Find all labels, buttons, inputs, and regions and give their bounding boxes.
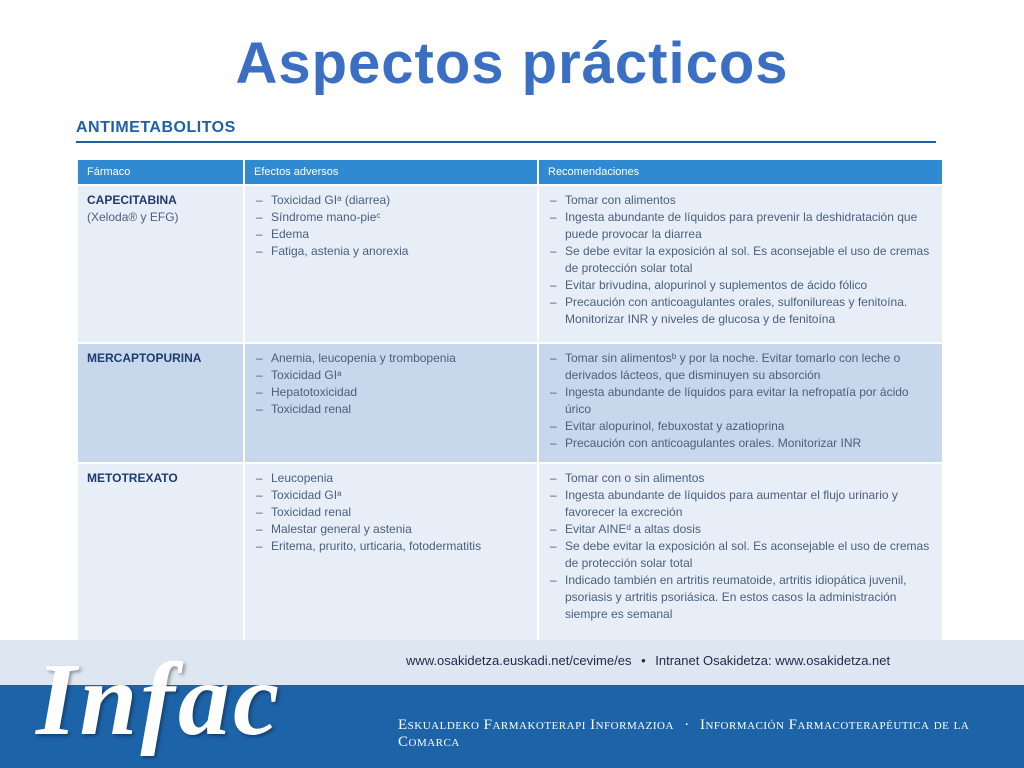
effect-item: – Leucopenia xyxy=(254,470,528,487)
intranet-link[interactable]: Intranet Osakidetza: www.osakidetza.net xyxy=(655,653,891,668)
effects-cell xyxy=(245,464,537,642)
drug-name: CAPECITABINA xyxy=(87,193,177,207)
section-divider xyxy=(76,141,936,143)
subtitle-separator: · xyxy=(684,717,690,733)
link-separator: • xyxy=(641,653,646,668)
effect-item: – Edema xyxy=(254,226,528,243)
effects-cell xyxy=(245,344,537,462)
header-recomendaciones: Recomendaciones xyxy=(539,160,942,184)
recommendation-item: – Indicado también en artritis reumatoide, artritis idiopática juvenil, psoriasis y artritis psoriásica. En estos casos la administración siempre es semanal xyxy=(548,572,933,623)
effect-item: – Eritema, prurito, urticaria, fotodermatitis xyxy=(254,538,528,555)
antimetabolites-table xyxy=(76,158,944,644)
effects-cell xyxy=(245,186,537,342)
slide-title: Aspectos prácticos xyxy=(235,31,789,96)
recommendation-item: – Evitar alopurinol, febuxostat y azatioprina xyxy=(548,418,933,435)
effect-item: – Toxicidad GIᵃ xyxy=(254,487,528,504)
effect-item: – Malestar general y astenia xyxy=(254,521,528,538)
cevime-link[interactable]: www.osakidetza.euskadi.net/cevime/es xyxy=(406,653,632,668)
drug-cell xyxy=(78,186,243,342)
footer-links xyxy=(406,653,890,668)
recommendation-item: – Ingesta abundante de líquidos para prevenir la deshidratación que puede provocar la diarrea xyxy=(548,209,933,243)
table-row xyxy=(78,464,942,642)
header-efectos: Efectos adversos xyxy=(245,160,537,184)
recommendations-cell xyxy=(539,186,942,342)
recommendation-item: – Evitar brivudina, alopurinol y suplementos de ácido fólico xyxy=(548,277,933,294)
recommendation-item: – Tomar con alimentos xyxy=(548,192,933,209)
header-farmaco: Fármaco xyxy=(78,160,243,184)
recommendation-item: – Ingesta abundante de líquidos para aumentar el flujo urinario y favorecer la excreción xyxy=(548,487,933,521)
recommendations-cell xyxy=(539,344,942,462)
effect-item: – Anemia, leucopenia y trombopenia xyxy=(254,350,528,367)
footer-subtitle xyxy=(398,717,1024,751)
recommendation-item: – Se debe evitar la exposición al sol. Es aconsejable el uso de cremas de protección solar total xyxy=(548,538,933,572)
effect-item: – Toxicidad renal xyxy=(254,504,528,521)
table-row xyxy=(78,344,942,462)
subtitle-spanish: Información Farmacoterapéutica de la Comarca xyxy=(398,717,970,750)
recommendation-item: – Ingesta abundante de líquidos para evitar la nefropatía por ácido úrico xyxy=(548,384,933,418)
recommendation-item: – Precaución con anticoagulantes orales, sulfonilureas y fenitoína. Monitorizar INR y niveles de glucosa y de fenitoína xyxy=(548,294,933,328)
table-header-row xyxy=(78,160,942,184)
table-row xyxy=(78,186,942,342)
recommendation-item: – Evitar AINEᵈ a altas dosis xyxy=(548,521,933,538)
recommendation-item: – Se debe evitar la exposición al sol. Es aconsejable el uso de cremas de protección solar total xyxy=(548,243,933,277)
drug-cell xyxy=(78,344,243,462)
effect-item: – Toxicidad renal xyxy=(254,401,528,418)
drug-name: METOTREXATO xyxy=(87,471,178,485)
recommendation-item: – Tomar con o sin alimentos xyxy=(548,470,933,487)
effect-item: – Síndrome mano-pieᶜ xyxy=(254,209,528,226)
drug-brand: (Xeloda® y EFG) xyxy=(87,210,179,224)
effect-item: – Fatiga, astenia y anorexia xyxy=(254,243,528,260)
recommendation-item: – Precaución con anticoagulantes orales. Monitorizar INR xyxy=(548,435,933,452)
recommendation-item: – Tomar sin alimentosᵇ y por la noche. Evitar tomarlo con leche o derivados lácteos, que disminuyen su absorción xyxy=(548,350,933,384)
drug-name: MERCAPTOPURINA xyxy=(87,351,202,365)
effect-item: – Hepatotoxicidad xyxy=(254,384,528,401)
effect-item: – Toxicidad GIᵃ xyxy=(254,367,528,384)
drug-cell xyxy=(78,464,243,642)
subtitle-basque: Eskualdeko Farmakoterapi Informazioa xyxy=(398,717,674,733)
effect-item: – Toxicidad GIᵃ (diarrea) xyxy=(254,192,528,209)
recommendations-cell xyxy=(539,464,942,642)
section-title: ANTIMETABOLITOS xyxy=(76,119,236,136)
infac-logo: Infac xyxy=(36,642,283,757)
